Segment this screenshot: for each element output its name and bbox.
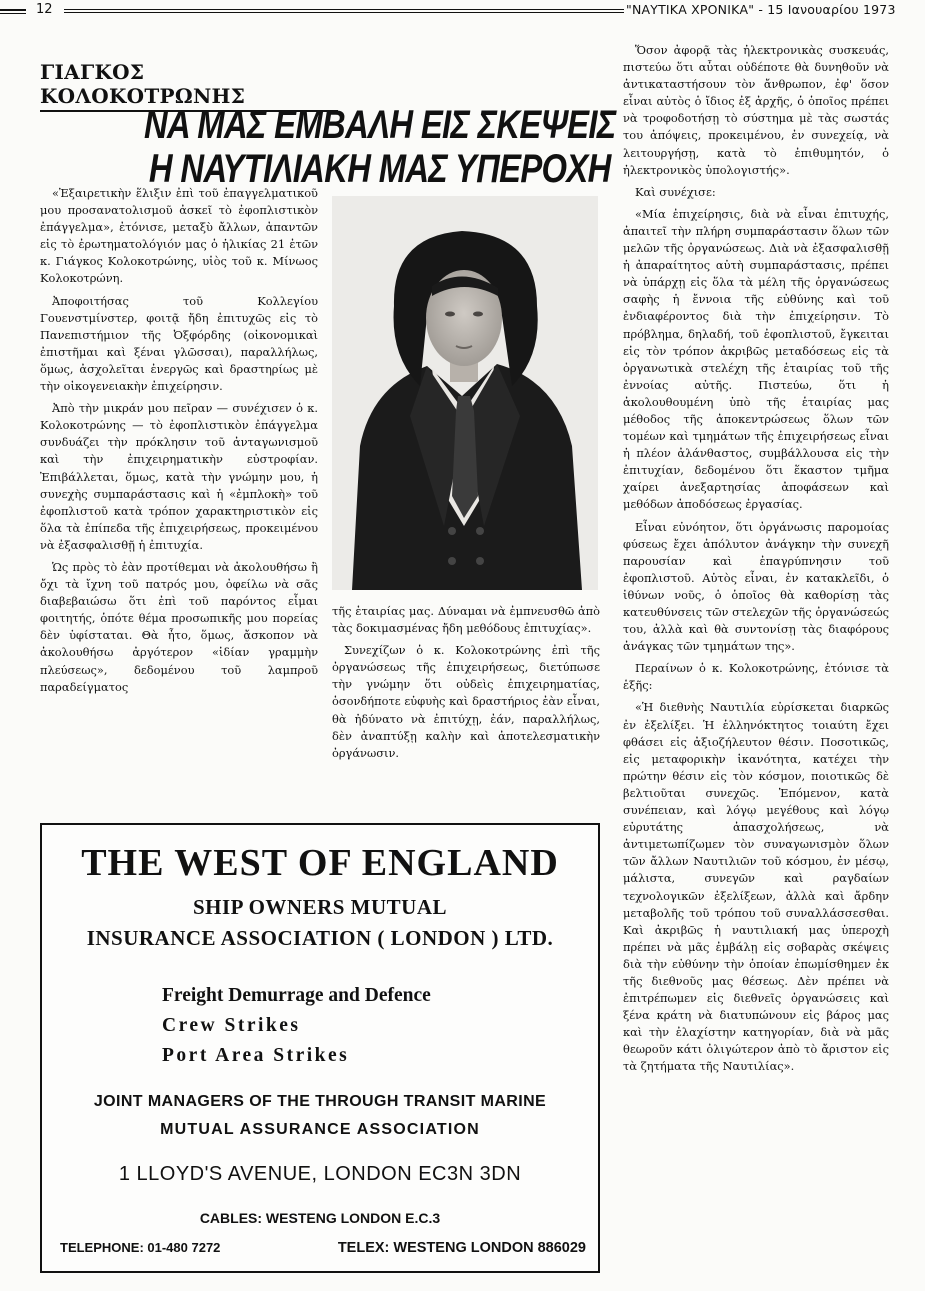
ad-subtitle-2: INSURANCE ASSOCIATION ( LONDON ) LTD. xyxy=(86,926,554,950)
paragraph: «Ἡ διεθνὴς Ναυτιλία εὑρίσκεται διαρκῶς ἐν ἐξελίξει. Ἡ ἑλληνόκτητος τοιαύτη ἔχει φθάσει εἰς ἀξιοζήλευτον θέσιν. Ποσοτικῶς, εἰς μεταφορικὴν ἱκανότητα, κατέχει τὴν πρώτην θέσιν εἰς τὸν κόσμον, ποιοτικῶς δὲ βελτιοῦται συνεχῶς. Ἑπόμενον, κατὰ συνέπειαν, καὶ λόγῳ μεγέθους καὶ λόγῳ εὐρυτάτης ἀπασχολήσεως, νὰ ἀντιμετωπίζωμεν τὸν συναγωνισμὸν ὅλων τῶν ἄλλων Ναυτιλιῶν τοῦ κόσμου, ἐν μέσῳ, μάλιστα, συνεγῶν καὶ ραγδαίων τεχνολογικῶν ἐξελίξεων, ἀλλὰ καὶ ἄρδην μεταβολῆς τοῦ τρόπου τοῦ συναλλάσσεσθαι. Καὶ ἀκριβῶς ἡ ναυτιλιακή μας ὑπεροχὴ πρέπει νὰ μᾶς ἐμβάλῃ εἰς σοβαρὰς σκέψεις διὰ τὴν εὐθύνην τὴν ὁποίαν ἐπωμίσθημεν ἐκ τῆς διεθνοῦς μας θέσεως. Δὲν πρέπει νὰ ἐπιτρέπωμεν εἰς διεθνεῖς ὀργανώσεις καὶ ξένα κράτη νὰ διατυπώνουν εἰς βάρος μας καὶ τὴν ἐλαχίστην κατηγορίαν, διὰ νὰ μᾶς θεωροῦν κάτι ὀλιγώτερον ἀπὸ τὸ ἄριστον εἰς τὰ ζητήματα τῆς Ναυτιλίας». xyxy=(623,700,889,1074)
header-rule-mid-2 xyxy=(64,12,624,13)
paragraph: Ἀποφοιτήσας τοῦ Κολλεγίου Γουενστμίνστερ, φοιτᾷ ἤδη ἐπιτυχῶς εἰς τὸ Πανεπιστήμιον τῆς Ὀξφόρδης (οἰκονομικαὶ ἐπιστῆμαι καὶ ξέναι γλῶσσαι), παραλλήλως, ὅμως, ἀσχολεῖται ἐνεργῶς καὶ δραστηρίως μὲ τὴν οἰκογενειακὴν ἐπιχείρησιν. xyxy=(40,293,318,394)
advertisement-box xyxy=(40,823,600,1273)
ad-cables: CABLES: WESTENG LONDON E.C.3 xyxy=(199,1210,441,1226)
ad-managers-line-2: MUTUAL ASSURANCE ASSOCIATION xyxy=(160,1121,480,1138)
tie-shape xyxy=(452,396,478,518)
ad-coverage-item: Freight Demurrage and Defence xyxy=(162,985,431,1006)
article-column-1 xyxy=(40,185,318,696)
paragraph: τῆς ἑταιρίας μας. Δύναμαι νὰ ἐμπνευσθῶ ἀπὸ τὰς δοκιμασμένας ἤδη μεθόδους ἐπιτυχίας». xyxy=(332,604,600,636)
ad-contact-row xyxy=(42,1240,598,1256)
headline-line-2: Η ΝΑΥΤΙΛΙΑΚΗ ΜΑΣ ΥΠΕΡΟΧΗ xyxy=(148,147,611,191)
ad-address: 1 LLOYD'S AVENUE, LONDON EC3N 3DN xyxy=(118,1163,522,1185)
paragraph: «Ἐξαιρετικὴν ἕλιξιν ἐπὶ τοῦ ἐπαγγελματικοῦ μου προσανατολισμοῦ ἀσκεῖ τὸ ἐφοπλιστικὸν ἐπάγγελμα», ἐτόνισε, μεταξὺ ἄλλων, ἀπαντῶν εἰς τὸ ἐρωτηματολόγιόν μας ὁ ἡλικίας 21 ἐτῶν κ. Γιάγκος Κολοκοτρώνης, υἱὸς τοῦ κ. Μίνωος Κολοκοτρώνη. xyxy=(40,186,318,286)
running-title: "ΝΑΥΤΙΚΑ ΧΡΟΝΙΚΑ" - 15 Ιανουαρίου 1973 xyxy=(626,2,896,17)
article-column-3 xyxy=(623,42,889,1076)
paragraph: Ἀπὸ τὴν μικράν μου πεῖραν — συνέχισεν ὁ κ. Κολοκοτρώνης — τὸ ἐφοπλιστικὸν ἐπάγγελμα συνδυάζει τὴν πρόκλησιν τοῦ ἀνταγωνισμοῦ καὶ τὴν ἐπιχειρηματικὴν εὐστροφίαν. Ἐπιβάλλεται, ὅμως, κατὰ τὴν γνώμην μου, ἡ συνεχὴς συμπαράστασις καὶ ἡ «ἐμπλοκὴ» τοῦ ἐφοπλιστοῦ κατὰ τρόπον χαρακτηριστικὸν εἰς ὅλα τὰ ἐπίπεδα τῆς ἐπιχειρήσεως, προκειμένου νὰ ἐξασφαλισθῇ ἡ ἐπιτυχία. xyxy=(40,401,318,552)
ad-coverage-list xyxy=(162,981,598,1071)
ad-telex: TELEX: WESTENG LONDON 886029 xyxy=(337,1240,586,1256)
header-rule-mid xyxy=(64,9,624,10)
ad-coverage-item: Crew Strikes xyxy=(162,1015,301,1036)
paragraph: Συνεχίζων ὁ κ. Κολοκοτρώνης ἐπὶ τῆς ὀργανώσεως τῆς ἐπιχειρήσεως, διετύπωσε τὴν γνώμην ὅτι οὐδεὶς ἐπιχειρηματίας, ὁσονδήποτε εὐφυὴς καὶ δραστήριος ἐὰν εἶναι, θὰ ἠδύνατο νὰ ἐπιτύχῃ, ἐάν, παραλλήλως, δὲν ἀναπτύξῃ καλὴν καὶ ἀποτελεσματικὴν ὀργάνωσιν. xyxy=(332,643,600,760)
headline-line-1: ΝΑ ΜΑΣ ΕΜΒΑΛΗ ΕΙΣ ΣΚΕΨΕΙΣ xyxy=(144,103,616,147)
header-rule-left-2 xyxy=(0,13,26,14)
header-rule-left xyxy=(0,9,26,11)
ad-managers-line-1: JOINT MANAGERS OF THE THROUGH TRANSIT MARINE xyxy=(93,1093,547,1110)
article-byline: ΓΙΑΓΚΟΣ ΚΟΛΟΚΟΤΡΩΝΗΣ xyxy=(40,60,338,112)
paragraph: Ὡς πρὸς τὸ ἐὰν προτίθεμαι νὰ ἀκολουθήσω ἢ ὄχι τὰ ἴχνη τοῦ πατρός μου, ὀφείλω νὰ σᾶς διαβεβαιώσω ὅτι ἐπὶ τοῦ παρόντος εἶμαι φοιτητής, ὁπότε θέμα προσωπικῆς μου πορείας δὲν ὑφίσταται. Θὰ ἦτο, ὅμως, ἄσκοπον νὰ ἀκολουθήσω ἀργότερον «ἰδίαν γραμμὴν πλεύσεως», δεδομένου τοῦ λαμπροῦ παραδείγματος xyxy=(40,559,318,694)
paragraph: Καὶ συνέχισε: xyxy=(635,184,716,199)
paragraph: Περαίνων ὁ κ. Κολοκοτρώνης, ἐτόνισε τὰ ἑξῆς: xyxy=(623,661,889,693)
ad-subtitle-1: SHIP OWNERS MUTUAL xyxy=(192,895,448,919)
portrait-photo xyxy=(332,196,598,590)
ad-telephone: TELEPHONE: 01-480 7272 xyxy=(60,1240,221,1255)
paragraph: «Μία ἐπιχείρησις, διὰ νὰ εἶναι ἐπιτυχής, ἀπαιτεῖ τὴν πλήρη συμπαράστασιν ὅλων τῶν μελῶν τῆς ὀργανώσεως. Διὰ νὰ ἐξασφαλισθῇ ἡ ἀπαραίτητος αὐτὴ συμπαράστασις, πρέπει νὰ ὑπάρχῃ εἰς ὅλα τὰ μέλη τῆς ὀργανώσεως σαφὴς ἡ ἔννοια τῆς εὐθύνης καὶ τοῦ ἐνδιαφέροντος διὰ τὴν ἐπιχείρησιν. Τὸ πρόβλημα, δηλαδή, τοῦ ἐφοπλιστοῦ, ἔγκειται εἰς τὸν τρόπον ἀκριβῶς μεταδόσεως εἰς τὰ ὀργανωτικὰ στελέχη τῆς ἑταιρίας τοῦ τῆς ἐννοίας αὐτῆς. Πιστεύω, ὅτι ἡ ἀκολουθουμένη ὑπὸ τῆς ἑταιρίας μας μέθοδος τῆς ἀποκεντρώσεως ὅλων τῶν τομέων καὶ τμημάτων τῆς ἐπιχειρήσεως εἶναι ἡ πλέον ἀλάνθαστος, συμβάλλουσα εἰς τὴν ἐπιτυχίαν, δεδομένου ὅτι ἕκαστον τμῆμα χαίρει ἀνεξαρτησίας ἀποφάσεων καὶ μεθόδων ἀποδόσεως ἐργασίας. xyxy=(623,206,889,512)
paragraph: Εἶναι εὐνόητον, ὅτι ὀργάνωσις παρομοίας φύσεως ἔχει ἀπόλυτον ἀνάγκην τὴν συνεχῆ παρουσίαν καὶ ἐπαγρύπνησιν τοῦ ἐφοπλιστοῦ. Αὐτὸς εἶναι, ἐν κατακλεῖδι, ὁ ἰθύνων νοῦς, ὁ ὁποῖος θὰ καθορίσῃ τὰς κατευθύνσεις τῶν στελεχῶν τῆς ὀργανώσεώς του, ἀλλὰ καὶ θὰ συντονίσῃ τὰς διαφόρους ἀνάγκας τῶν τμημάτων της». xyxy=(623,519,889,654)
article-column-2 xyxy=(332,603,600,762)
article-headline xyxy=(144,103,616,191)
ad-title: THE WEST OF ENGLAND xyxy=(81,842,559,884)
ad-coverage-item: Port Area Strikes xyxy=(162,1045,350,1066)
paragraph: Ὅσον ἀφορᾷ τὰς ἠλεκτρονικὰς συσκευάς, πιστεύω ὅτι αὗται οὐδέποτε θὰ δυνηθοῦν νὰ ἀντικαταστήσουν τὸν ἄνθρωπον, ἐφ' ὅσον εἶναι αὐτὸς ὁ ἴδιος ἐξ ἀρχῆς, ὁ ὁποῖος πρέπει νὰ τροφοδοτήσῃ τὸ σύστημα μὲ τὰς σωστάς του ἀπόψεις, προκειμένου, ἐν συνεχείᾳ, νὰ λειτουργήσῃ, κατὰ τὸ ἐπιθυμητόν, ὁ ἠλεκτρονικὸς ὑπολογιστής». xyxy=(623,43,889,177)
page-number: 12 xyxy=(36,2,53,17)
portrait-illustration xyxy=(332,196,598,590)
